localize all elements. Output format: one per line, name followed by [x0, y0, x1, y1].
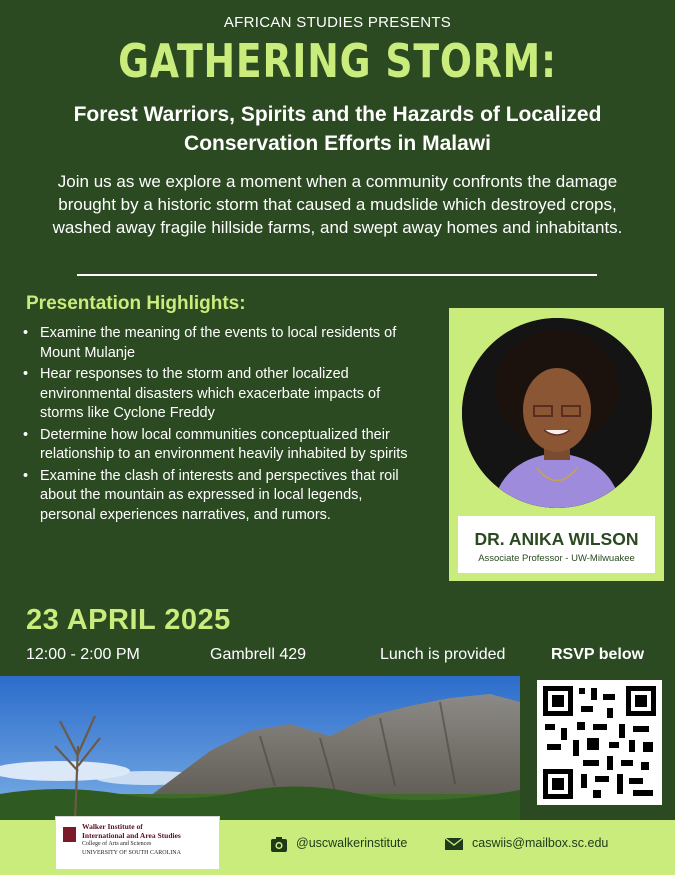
highlight-item: • Examine the meaning of the events to local residents of Mount Mulanje	[22, 324, 422, 363]
email-link[interactable]: caswiis@mailbox.sc.edu	[472, 836, 609, 850]
speaker-title: Associate Professor - UW-Milwuakee	[478, 553, 635, 564]
usc-seal-icon	[63, 827, 76, 842]
flyer-subtitle: Forest Warriors, Spirits and the Hazards of Localized Conservation Efforts in Malawi	[73, 103, 602, 155]
speaker-card	[449, 308, 664, 581]
speaker-nameplate	[458, 516, 655, 573]
rsvp-qr-code[interactable]	[537, 680, 662, 805]
event-date: 23 APRIL 2025	[26, 604, 231, 636]
mount-mulanje-photo	[0, 676, 520, 824]
flyer-title: GATHERING STORM:	[118, 34, 557, 88]
rsvp-label: RSVP below	[551, 646, 645, 663]
highlights-heading: Presentation Highlights:	[26, 293, 246, 314]
intro-paragraph: Join us as we explore a moment when a community confronts the damage brought by a historic storm that caused a mudslide which destroyed crops, washed away fragile hillside farms, and swept away homes and inhabitants.	[52, 172, 623, 237]
event-location: Gambrell 429	[210, 646, 307, 663]
highlight-item: • Determine how local communities conceptualized their relationship to an environment heavily inhabited by spirits	[22, 426, 422, 465]
divider	[77, 274, 597, 276]
highlight-item: • Examine the clash of interests and perspectives that roil about the mountain as expressed in local legends, personal experiences narratives, and rumors.	[22, 467, 422, 526]
instagram-icon	[270, 836, 290, 854]
speaker-name: DR. ANIKA WILSON	[474, 529, 639, 549]
kicker: AFRICAN STUDIES PRESENTS	[223, 14, 452, 31]
mail-icon	[444, 836, 464, 854]
instagram-link[interactable]: @uscwalkerinstitute	[296, 836, 408, 850]
walker-institute-logo	[55, 816, 220, 870]
speaker-portrait	[462, 318, 652, 508]
logo-wordmark: Walker Institute of International and Area Studies College of Arts and Sciences UNIVERSITY OF SOUTH CAROLINA	[82, 822, 181, 856]
highlights-list	[22, 324, 422, 527]
highlight-item: • Hear responses to the storm and other localized environmental disasters which exacerbate impacts of storms like Cyclone Freddy	[22, 365, 422, 424]
lunch-note: Lunch is provided	[380, 646, 506, 663]
event-time: 12:00 - 2:00 PM	[26, 646, 140, 663]
